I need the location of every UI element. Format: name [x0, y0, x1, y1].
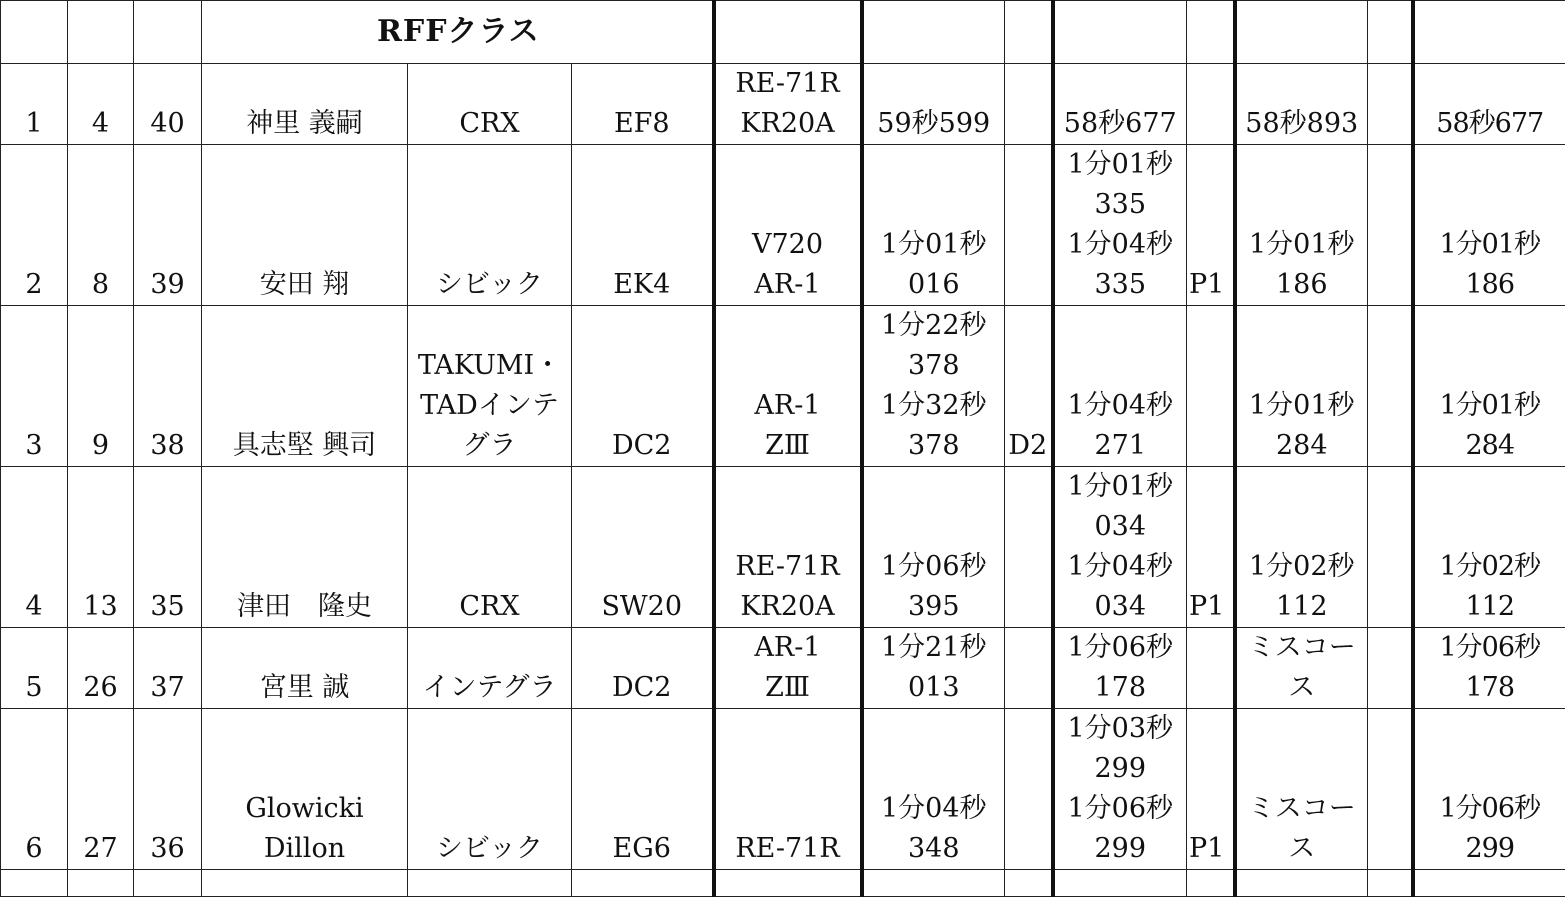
- cell-line: 284: [1275, 430, 1328, 461]
- run2-penalty-cell: [1187, 628, 1235, 709]
- position-cell: 2: [1, 145, 68, 306]
- table-row: [1, 64, 1565, 145]
- cell-line: 034: [1094, 591, 1147, 622]
- header-cell: [1235, 1, 1368, 64]
- cell-line: Glowicki: [245, 793, 364, 824]
- cell-line: 1分01秒: [1067, 149, 1174, 180]
- car-name-cell: CRX: [408, 64, 572, 145]
- points-cell: 36: [134, 709, 202, 870]
- car-name-cell: インテグラ: [408, 628, 572, 709]
- table-row: [1, 306, 1565, 467]
- cell-line: 016: [907, 269, 960, 300]
- cell-line: 1分21秒: [880, 632, 987, 663]
- run2-penalty-cell: P1: [1187, 145, 1235, 306]
- run3-time-cell: [1235, 145, 1368, 306]
- run3-time-cell: [1235, 64, 1368, 145]
- run1-time-cell: [862, 64, 1005, 145]
- run3-time-cell: [1235, 467, 1368, 628]
- table-row: [1, 145, 1565, 306]
- run1-penalty-cell: [1005, 145, 1053, 306]
- cell-line: ZⅢ: [765, 672, 810, 703]
- model-code-cell: EF8: [572, 64, 714, 145]
- run1-time-cell: [862, 306, 1005, 467]
- cell-line: RE-71R: [735, 68, 840, 99]
- best-time-cell: 1分02秒112: [1413, 467, 1565, 628]
- footer-row: [1, 870, 1565, 897]
- header-cell: [1053, 1, 1187, 64]
- cell-line: TADインテ: [420, 390, 559, 421]
- position-cell: 3: [1, 306, 68, 467]
- cell-line: 1分06秒: [880, 551, 987, 582]
- cell-line: AR-1: [754, 269, 821, 300]
- best-time-cell: 1分01秒284: [1413, 306, 1565, 467]
- entry-number-cell: 27: [68, 709, 134, 870]
- cell-line: RE-71R: [735, 551, 840, 582]
- spacer-cell: [1368, 467, 1413, 628]
- cell-line: TAKUMI・: [417, 350, 562, 381]
- table-row: [1, 628, 1565, 709]
- cell-line: V720: [751, 229, 824, 260]
- class-title: RFFクラス: [202, 1, 714, 64]
- tire-cell: [714, 628, 862, 709]
- header-cell: [1187, 1, 1235, 64]
- cell-line: 59秒599: [877, 108, 991, 139]
- spacer-cell: [1368, 64, 1413, 145]
- driver-name-cell: 宮里 誠: [202, 628, 408, 709]
- tire-cell: [714, 709, 862, 870]
- entry-number-cell: 4: [68, 64, 134, 145]
- model-code-cell: EG6: [572, 709, 714, 870]
- cell-line: グラ: [462, 430, 517, 461]
- cell-line: KR20A: [740, 108, 835, 139]
- driver-name-cell: 安田 翔: [202, 145, 408, 306]
- run2-penalty-cell: [1187, 64, 1235, 145]
- run1-penalty-cell: [1005, 467, 1053, 628]
- cell-line: 299: [1094, 753, 1147, 784]
- position-cell: 1: [1, 64, 68, 145]
- tire-cell: [714, 306, 862, 467]
- header-cell: [1005, 1, 1053, 64]
- entry-number-cell: 9: [68, 306, 134, 467]
- model-code-cell: EK4: [572, 145, 714, 306]
- run2-time-cell: [1053, 628, 1187, 709]
- driver-name-cell: [202, 709, 408, 870]
- position-cell: 6: [1, 709, 68, 870]
- run1-penalty-cell: D2: [1005, 306, 1053, 467]
- cell-line: 1分03秒: [1067, 713, 1174, 744]
- cell-line: 1分01秒: [1248, 229, 1355, 260]
- run1-time-cell: [862, 145, 1005, 306]
- cell-line: 395: [907, 591, 960, 622]
- cell-line: 178: [1094, 672, 1147, 703]
- model-code-cell: SW20: [572, 467, 714, 628]
- run2-time-cell: [1053, 467, 1187, 628]
- cell-line: 1分04秒: [880, 793, 987, 824]
- run3-time-cell: [1235, 306, 1368, 467]
- run2-time-cell: [1053, 145, 1187, 306]
- cell-line: 1分01秒: [1248, 390, 1355, 421]
- header-cell: [714, 1, 862, 64]
- points-cell: 39: [134, 145, 202, 306]
- spacer-cell: [1368, 709, 1413, 870]
- header-cell: [1, 1, 68, 64]
- spacer-cell: [1368, 145, 1413, 306]
- cell-line: 348: [907, 833, 960, 864]
- cell-line: AR-1: [754, 390, 821, 421]
- model-code-cell: DC2: [572, 306, 714, 467]
- header-row: [1, 1, 1565, 64]
- car-name-cell: シビック: [408, 145, 572, 306]
- position-cell: 4: [1, 467, 68, 628]
- cell-line: 1分06秒: [1067, 632, 1174, 663]
- cell-line: ZⅢ: [765, 430, 810, 461]
- entry-number-cell: 8: [68, 145, 134, 306]
- tire-cell: [714, 467, 862, 628]
- car-name-cell: シビック: [408, 709, 572, 870]
- run1-time-cell: [862, 467, 1005, 628]
- run2-penalty-cell: [1187, 306, 1235, 467]
- run1-penalty-cell: [1005, 64, 1053, 145]
- header-cell: [134, 1, 202, 64]
- cell-line: 378: [907, 430, 960, 461]
- cell-line: 335: [1094, 269, 1147, 300]
- position-cell: 5: [1, 628, 68, 709]
- cell-line: 378: [907, 350, 960, 381]
- entry-number-cell: 13: [68, 467, 134, 628]
- entry-number-cell: 26: [68, 628, 134, 709]
- cell-line: 1分04秒: [1067, 390, 1174, 421]
- cell-line: 1分01秒: [1067, 471, 1174, 502]
- cell-line: AR-1: [754, 632, 821, 663]
- best-time-cell: 1分06秒299: [1413, 709, 1565, 870]
- spacer-cell: [1368, 628, 1413, 709]
- cell-line: 335: [1094, 189, 1147, 220]
- driver-name-cell: 津田 隆史: [202, 467, 408, 628]
- points-cell: 38: [134, 306, 202, 467]
- points-cell: 40: [134, 64, 202, 145]
- car-name-cell: [408, 306, 572, 467]
- run3-time-cell: [1235, 709, 1368, 870]
- points-cell: 37: [134, 628, 202, 709]
- table-row: [1, 467, 1565, 628]
- table-row: [1, 709, 1565, 870]
- run2-time-cell: [1053, 306, 1187, 467]
- cell-line: 1分04秒: [1067, 551, 1174, 582]
- car-name-cell: CRX: [408, 467, 572, 628]
- run2-time-cell: [1053, 64, 1187, 145]
- driver-name-cell: 神里 義嗣: [202, 64, 408, 145]
- tire-cell: [714, 145, 862, 306]
- cell-line: ミスコース: [1247, 632, 1356, 703]
- cell-line: 112: [1275, 591, 1328, 622]
- header-cell: [1413, 1, 1565, 64]
- run1-penalty-cell: [1005, 709, 1053, 870]
- model-code-cell: DC2: [572, 628, 714, 709]
- header-cell: [862, 1, 1005, 64]
- best-time-cell: 1分01秒186: [1413, 145, 1565, 306]
- cell-line: Dillon: [263, 833, 346, 864]
- cell-line: 271: [1094, 430, 1147, 461]
- run1-penalty-cell: [1005, 628, 1053, 709]
- spacer-cell: [1368, 306, 1413, 467]
- cell-line: ミスコース: [1247, 793, 1356, 864]
- cell-line: 1分01秒: [880, 229, 987, 260]
- header-cell: [1368, 1, 1413, 64]
- run2-time-cell: [1053, 709, 1187, 870]
- cell-line: 034: [1094, 511, 1147, 542]
- run2-penalty-cell: P1: [1187, 709, 1235, 870]
- run2-penalty-cell: P1: [1187, 467, 1235, 628]
- cell-line: 58秒677: [1063, 108, 1177, 139]
- cell-line: RE-71R: [735, 833, 840, 864]
- cell-line: 299: [1094, 833, 1147, 864]
- cell-line: KR20A: [740, 591, 835, 622]
- run1-time-cell: [862, 709, 1005, 870]
- cell-line: 58秒893: [1245, 108, 1359, 139]
- best-time-cell: 1分06秒178: [1413, 628, 1565, 709]
- cell-line: 1分32秒: [880, 390, 987, 421]
- cell-line: 013: [907, 672, 960, 703]
- cell-line: 1分02秒: [1248, 551, 1355, 582]
- header-cell: [68, 1, 134, 64]
- best-time-cell: 58秒677: [1413, 64, 1565, 145]
- cell-line: 1分06秒: [1067, 793, 1174, 824]
- driver-name-cell: 具志堅 興司: [202, 306, 408, 467]
- cell-line: 1分22秒: [880, 310, 987, 341]
- cell-line: 186: [1275, 269, 1328, 300]
- run3-time-cell: [1235, 628, 1368, 709]
- run1-time-cell: [862, 628, 1005, 709]
- cell-line: 1分04秒: [1067, 229, 1174, 260]
- points-cell: 35: [134, 467, 202, 628]
- tire-cell: [714, 64, 862, 145]
